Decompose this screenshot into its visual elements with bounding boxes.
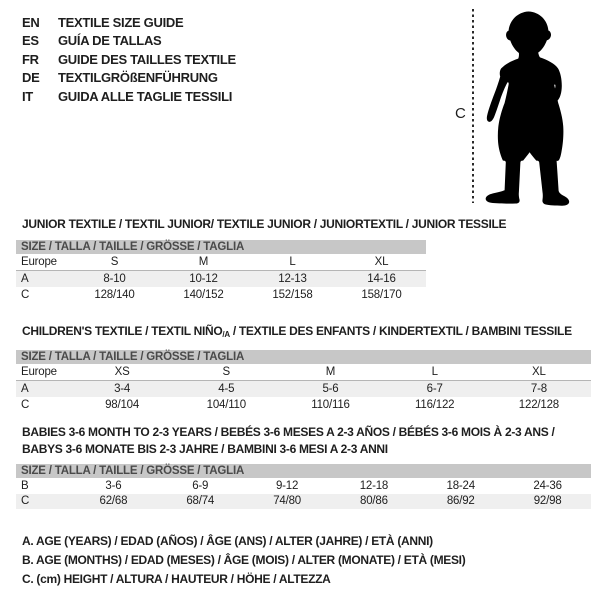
language-code: DE: [22, 70, 40, 86]
height-cell: 80/86: [360, 495, 388, 508]
table-row-europe: [16, 254, 426, 271]
language-row-fr: [22, 50, 236, 69]
height-cell: 104/110: [206, 399, 246, 411]
age-cell: 3-6: [105, 479, 122, 492]
language-title-list: [22, 13, 236, 106]
height-cell: 86/92: [446, 495, 475, 508]
table-row-height: [16, 494, 591, 510]
row-label: C: [21, 495, 30, 508]
age-cell: 7-8: [530, 383, 547, 395]
height-cell: 92/98: [533, 495, 562, 508]
size-cell: L: [431, 366, 438, 378]
title-text: CHILDREN'S TEXTILE / TEXTIL NIÑO: [22, 324, 223, 338]
row-label: C: [21, 399, 30, 411]
row-label: Europe: [21, 256, 57, 268]
age-cell: 6-7: [426, 383, 443, 395]
row-label: B: [21, 479, 29, 492]
age-cell: 18-24: [446, 479, 475, 492]
language-row-it: [22, 87, 236, 106]
height-cell: 62/68: [99, 495, 128, 508]
row-label: Europe: [21, 366, 57, 378]
title-line-2: BABYS 3-6 MONATE BIS 2-3 JAHRE / BAMBINI 3-6 MESI A 2-3 ANNI: [22, 442, 388, 456]
toddler-silhouette-icon: [455, 0, 600, 215]
junior-size-table: [16, 217, 507, 303]
footnote-age-years: A. AGE (YEARS) / EDAD (AÑOS) / ÂGE (ANS) / ALTER (JAHRE) / ETÀ (ANNI): [22, 534, 433, 548]
size-cell: M: [325, 366, 336, 378]
height-cell: 116/122: [415, 399, 455, 411]
table-row-europe: [16, 364, 591, 381]
size-header-bar: SIZE / TALLA / TAILLE / GRÖSSE / TAGLIA: [16, 240, 426, 254]
legend-footnotes: [22, 532, 465, 589]
table-row-age-months: [16, 478, 591, 494]
height-cell: 68/74: [186, 495, 215, 508]
footnote-age-months: B. AGE (MONTHS) / EDAD (MESES) / ÂGE (MOIS) / ALTER (MONATE) / ETÀ (MESI): [22, 553, 466, 567]
language-code: EN: [22, 14, 40, 30]
language-title: TEXTILE SIZE GUIDE: [58, 14, 184, 30]
age-cell: 12-13: [278, 273, 307, 285]
table-row-age: [16, 381, 591, 397]
age-cell: 3-4: [114, 383, 131, 395]
junior-table-title: JUNIOR TEXTILE / TEXTIL JUNIOR/ TEXTILE JUNIOR / JUNIORTEXTIL / JUNIOR TESSILE: [22, 217, 507, 231]
footnote-height: C. (cm) HEIGHT / ALTURA / HAUTEUR / HÖHE / ALTEZZA: [22, 572, 331, 586]
language-code: FR: [22, 51, 39, 67]
title-subscript: /A: [222, 330, 230, 339]
age-cell: 4-5: [218, 383, 235, 395]
size-cell: XL: [374, 256, 389, 268]
age-cell: 14-16: [367, 273, 396, 285]
title-line-1: BABIES 3-6 MONTH TO 2-3 YEARS / BEBÉS 3-6 MESES A 2-3 AÑOS / BÉBÉS 3-6 MOIS À 2-3 ANS /: [22, 425, 555, 439]
age-cell: 24-36: [533, 479, 562, 492]
language-title: GUÍA DE TALLAS: [58, 33, 162, 49]
language-code: IT: [22, 88, 33, 104]
age-cell: 8-10: [103, 273, 126, 285]
age-cell: 5-6: [322, 383, 339, 395]
height-cell: 110/116: [311, 399, 350, 411]
children-size-table: [16, 325, 591, 413]
babies-table-title: [16, 424, 591, 458]
language-row-en: [22, 13, 236, 32]
height-cell: 152/158: [272, 289, 313, 301]
row-label: A: [21, 273, 29, 285]
size-header-bar: SIZE / TALLA / TAILLE / GRÖSSE / TAGLIA: [16, 350, 591, 364]
age-cell: 10-12: [189, 273, 218, 285]
size-cell: S: [110, 256, 119, 268]
height-cell: 98/104: [105, 399, 140, 411]
children-table-title: [16, 325, 591, 341]
height-cell: 140/152: [183, 289, 224, 301]
row-label: A: [21, 383, 29, 395]
size-cell: L: [289, 256, 296, 268]
age-cell: 12-18: [359, 479, 389, 492]
age-cell: 9-12: [275, 479, 299, 492]
title-text: / TEXTILE DES ENFANTS / KINDERTEXTIL / BAMBINI TESSILE: [229, 324, 572, 338]
table-row-age: [16, 271, 426, 287]
height-cell: 74/80: [273, 495, 301, 508]
height-cell: 122/128: [518, 399, 559, 411]
table-row-height: [16, 397, 591, 413]
language-title: GUIDE DES TAILLES TEXTILE: [58, 51, 236, 67]
language-title: GUIDA ALLE TAGLIE TESSILI: [58, 88, 233, 104]
language-row-es: [22, 32, 236, 51]
row-label: C: [21, 289, 30, 301]
babies-size-table: [16, 424, 591, 509]
size-cell: S: [222, 366, 231, 378]
size-cell: XS: [114, 366, 130, 378]
language-row-de: [22, 69, 236, 88]
language-code: ES: [22, 33, 39, 49]
table-row-height: [16, 287, 426, 303]
height-measure-label: C: [455, 105, 466, 122]
size-header-bar: SIZE / TALLA / TAILLE / GRÖSSE / TAGLIA: [16, 464, 591, 478]
height-cell: 128/140: [94, 289, 135, 301]
language-title: TEXTILGRÖßENFÜHRUNG: [58, 70, 218, 86]
height-cell: 158/170: [361, 289, 402, 301]
age-cell: 6-9: [192, 479, 209, 492]
size-cell: M: [198, 256, 209, 268]
size-cell: XL: [532, 366, 546, 378]
